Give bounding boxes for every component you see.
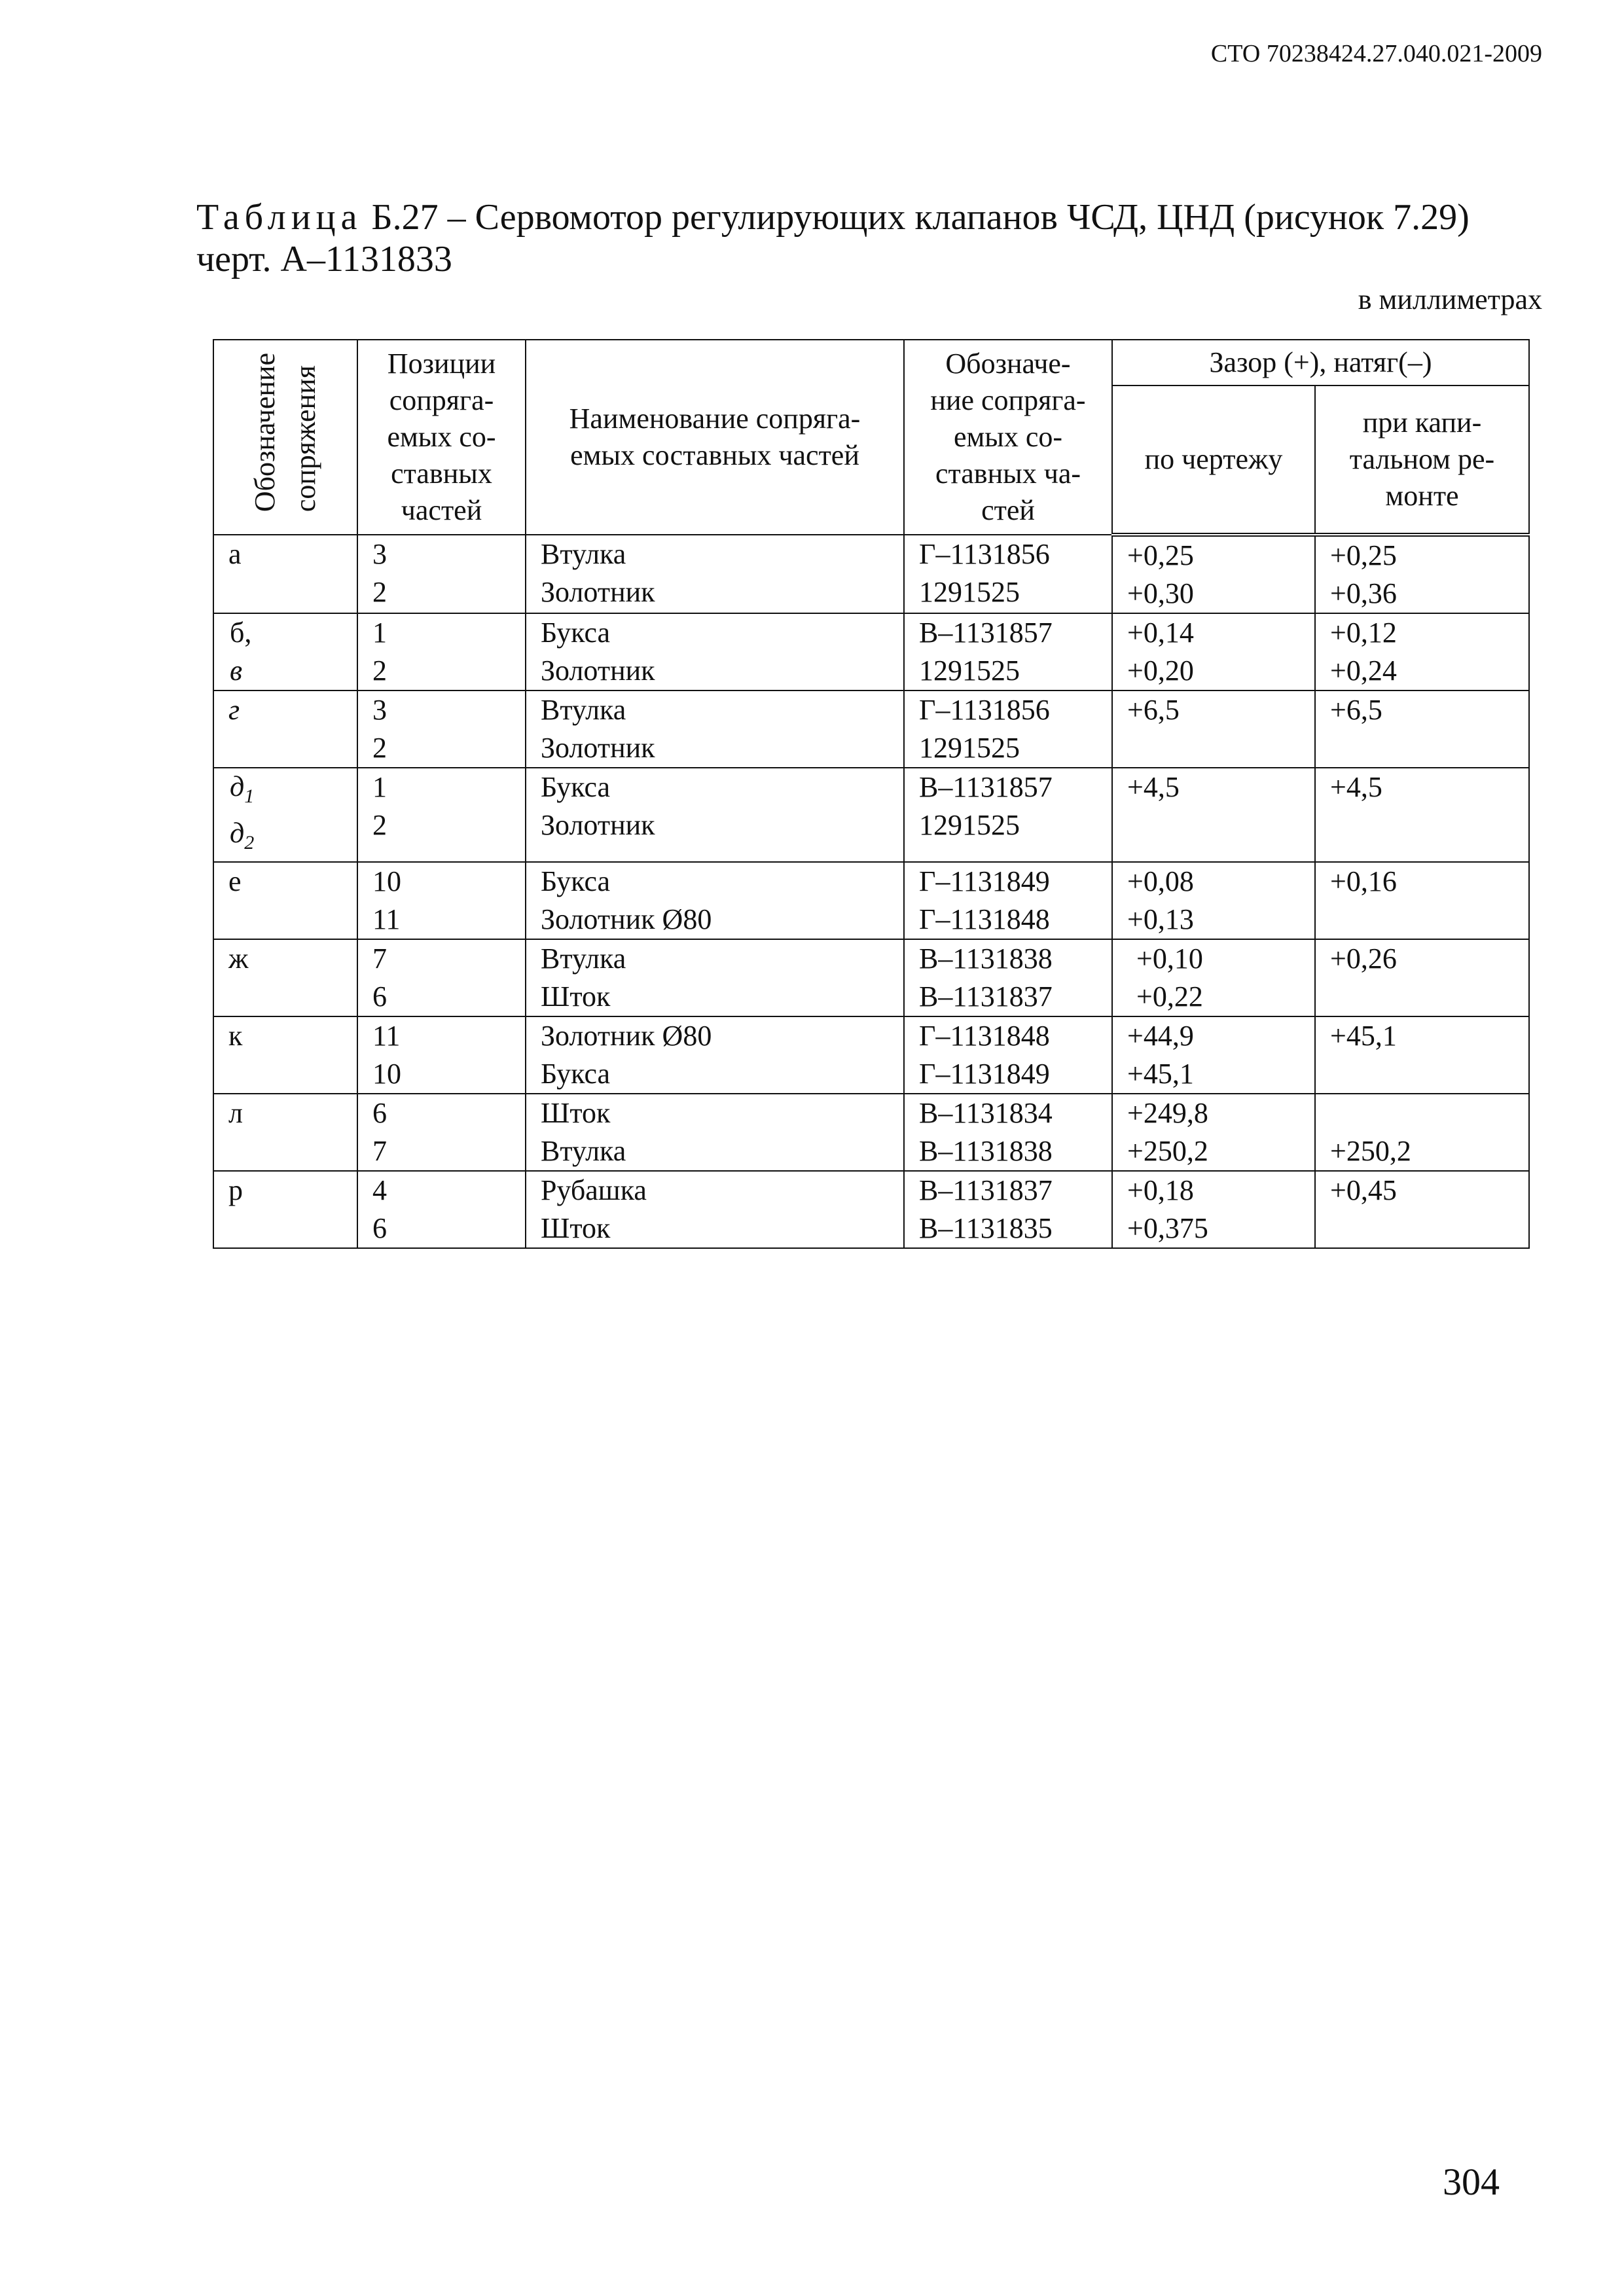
cell-at-overhaul: +6,5: [1315, 691, 1529, 768]
cell-by-drawing: +6,5: [1112, 691, 1315, 768]
header-mark: Обозначение сопряжения: [213, 340, 357, 535]
cell-designations: Г–1131849 Г–1131848: [904, 862, 1112, 939]
cell-at-overhaul: +0,25 +0,36: [1315, 535, 1529, 613]
cell-names: Втулка Шток: [526, 939, 904, 1016]
cell-mark: к: [213, 1016, 357, 1094]
cell-names: Букса Золотник: [526, 768, 904, 862]
cell-at-overhaul: +0,16: [1315, 862, 1529, 939]
cell-mark: $д_1$ $д_2$: [213, 768, 357, 862]
header-gap-group: Зазор (+), натяг(–): [1112, 340, 1529, 386]
cell-by-drawing: +0,18 +0,375: [1112, 1171, 1315, 1248]
cell-names: Золотник Ø80 Букса: [526, 1016, 904, 1094]
cell-names: Втулка Золотник: [526, 691, 904, 768]
cell-by-drawing: +0,10 +0,22: [1112, 939, 1315, 1016]
cell-names: Втулка Золотник: [526, 535, 904, 613]
table-row: [213, 691, 1529, 768]
cell-mark: а: [213, 535, 357, 613]
cell-at-overhaul: +0,26: [1315, 939, 1529, 1016]
cell-at-overhaul: +0,45: [1315, 1171, 1529, 1248]
cell-at-overhaul: +0,12 +0,24: [1315, 613, 1529, 691]
header-designation: Обозначе- ние сопряга- емых со- ставных ча- стей: [904, 340, 1112, 535]
cell-positions: 1 2: [357, 613, 526, 691]
caption-word: Таблица: [196, 197, 363, 238]
cell-by-drawing: +44,9 +45,1: [1112, 1016, 1315, 1094]
units-note: в миллиметрах: [1358, 283, 1542, 315]
cell-positions: 10 11: [357, 862, 526, 939]
cell-names: Шток Втулка: [526, 1094, 904, 1171]
table-caption: [196, 196, 1545, 280]
cell-mark: р: [213, 1171, 357, 1248]
cell-designations: В–1131838 В–1131837: [904, 939, 1112, 1016]
table-row: [213, 1016, 1529, 1094]
table-row: [213, 535, 1529, 613]
table-row: [213, 1094, 1529, 1171]
cell-mark: л: [213, 1094, 357, 1171]
caption-text: Б.27 – Сервомотор регулирующих клапанов ЧСД, ЦНД (рисунок 7.29) черт. А–1131833: [196, 197, 1470, 279]
cell-names: Рубашка Шток: [526, 1171, 904, 1248]
cell-names: Букса Золотник: [526, 613, 904, 691]
cell-at-overhaul: +4,5: [1315, 768, 1529, 862]
cell-mark: г: [213, 691, 357, 768]
table-row: [213, 1171, 1529, 1248]
document-code: СТО 70238424.27.040.021-2009: [1210, 40, 1542, 67]
table-row: [213, 768, 1529, 862]
table-row: [213, 939, 1529, 1016]
cell-designations: В–1131834 В–1131838: [904, 1094, 1112, 1171]
cell-mark: б, в: [213, 613, 357, 691]
header-name: Наименование сопряга- емых составных частей: [526, 340, 904, 535]
cell-positions: 6 7: [357, 1094, 526, 1171]
page-number: 304: [1443, 2161, 1500, 2203]
cell-mark: ж: [213, 939, 357, 1016]
cell-by-drawing: +0,08 +0,13: [1112, 862, 1315, 939]
cell-by-drawing: +0,25 +0,30: [1112, 535, 1315, 613]
cell-positions: 4 6: [357, 1171, 526, 1248]
cell-designations: В–1131857 1291525: [904, 768, 1112, 862]
header-by-drawing: по чертежу: [1112, 386, 1315, 535]
cell-designations: Г–1131856 1291525: [904, 691, 1112, 768]
cell-mark: е: [213, 862, 357, 939]
header-positions: Позиции сопряга- емых со- ставных частей: [357, 340, 526, 535]
cell-by-drawing: +0,14 +0,20: [1112, 613, 1315, 691]
cell-by-drawing: +4,5: [1112, 768, 1315, 862]
cell-designations: В–1131857 1291525: [904, 613, 1112, 691]
cell-designations: Г–1131848 Г–1131849: [904, 1016, 1112, 1094]
cell-by-drawing: +249,8 +250,2: [1112, 1094, 1315, 1171]
cell-designations: Г–1131856 1291525: [904, 535, 1112, 613]
cell-positions: 7 6: [357, 939, 526, 1016]
header-at-overhaul: при капи- тальном ре- монте: [1315, 386, 1529, 535]
cell-designations: В–1131837 В–1131835: [904, 1171, 1112, 1248]
cell-at-overhaul: +45,1: [1315, 1016, 1529, 1094]
cell-positions: 3 2: [357, 535, 526, 613]
table-row: [213, 862, 1529, 939]
fits-table: [213, 339, 1530, 1249]
cell-positions: 11 10: [357, 1016, 526, 1094]
cell-positions: 3 2: [357, 691, 526, 768]
cell-at-overhaul: +250,2: [1315, 1094, 1529, 1171]
cell-names: Букса Золотник Ø80: [526, 862, 904, 939]
table-row: [213, 613, 1529, 691]
cell-positions: 1 2: [357, 768, 526, 862]
